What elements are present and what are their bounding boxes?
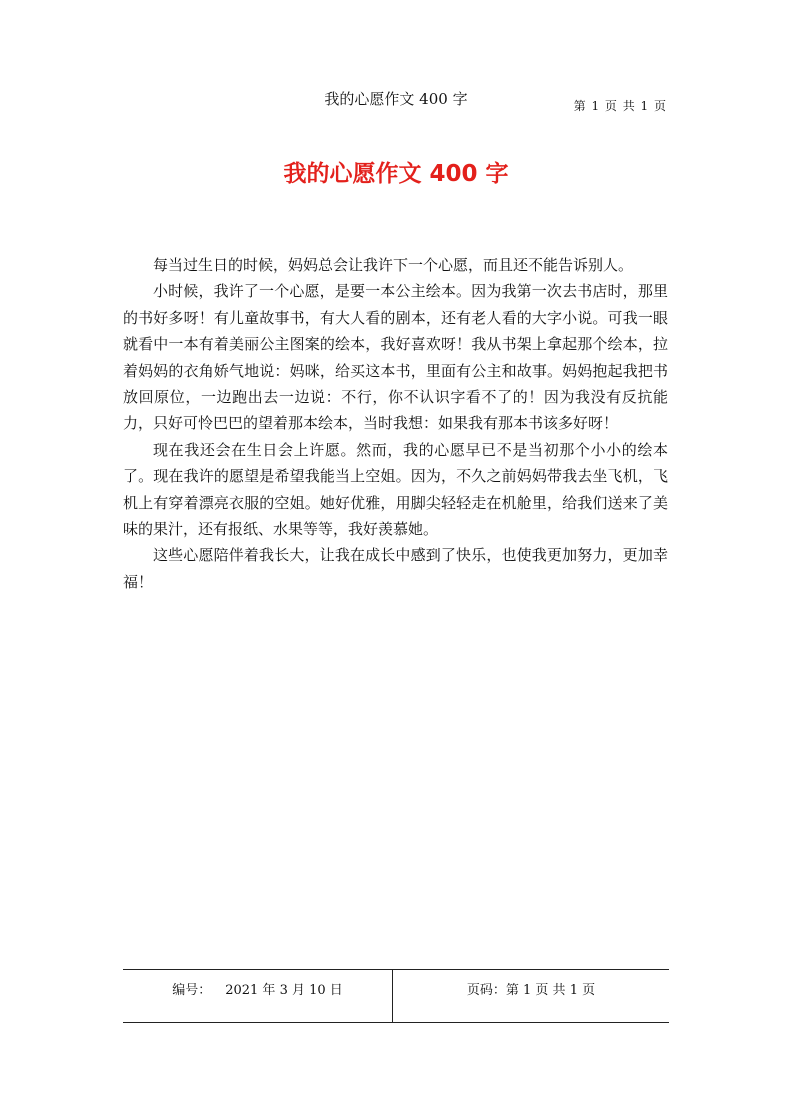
running-header-title: 我的心愿作文 400 字	[324, 90, 468, 108]
footer-page-cell	[393, 982, 669, 1000]
footer-bottom-rule	[123, 1022, 669, 1023]
footer-top-rule	[123, 969, 669, 970]
document-title: 我的心愿作文 400 字	[283, 161, 509, 187]
footer-number-label: 编号：	[172, 983, 212, 998]
footer-date: 2021 年 3 月 10 日	[225, 983, 343, 998]
paragraph-3: 现在我还会在生日会上许愿。然而，我的心愿早已不是当初那个小小的绘本了。现在我许的愿望是希望我能当上空姐。因为，不久之前妈妈带我去坐飞机，飞机上有穿着漂亮衣服的空姐。她好优雅，用脚尖轻轻走在机舱里，给我们送来了美味的果汁，还有报纸、水果等等，我好羡慕她。	[123, 440, 668, 539]
document-body	[123, 252, 668, 595]
running-header-page-info: 第 1 页 共 1 页	[573, 99, 667, 113]
paragraph-2: 小时候，我许了一个心愿，是要一本公主绘本。因为我第一次去书店时，那里的书好多呀！有儿童故事书，有大人看的剧本，还有老人看的大字小说。可我一眼就看中一本有着美丽公主图案的绘本，我好喜欢呀！我从书架上拿起那个绘本，拉着妈妈的衣角娇气地说：妈咪，给买这本书，里面有公主和故事。妈妈抱起我把书放回原位，一边跑出去一边说：不行，你不认识字看不了的！因为我没有反抗能力，只好可怜巴巴的望着那本绘本，当时我想：如果我有那本书该多好呀！	[123, 282, 668, 433]
paragraph-4: 这些心愿陪伴着我长大，让我在成长中感到了快乐，也使我更加努力，更加幸福！	[123, 546, 668, 591]
footer-number-cell	[123, 982, 392, 1000]
footer-page-label: 页码：第 1 页 共 1 页	[466, 983, 596, 998]
paragraph-1: 每当过生日的时候，妈妈总会让我许下一个心愿，而且还不能告诉别人。	[153, 256, 634, 274]
